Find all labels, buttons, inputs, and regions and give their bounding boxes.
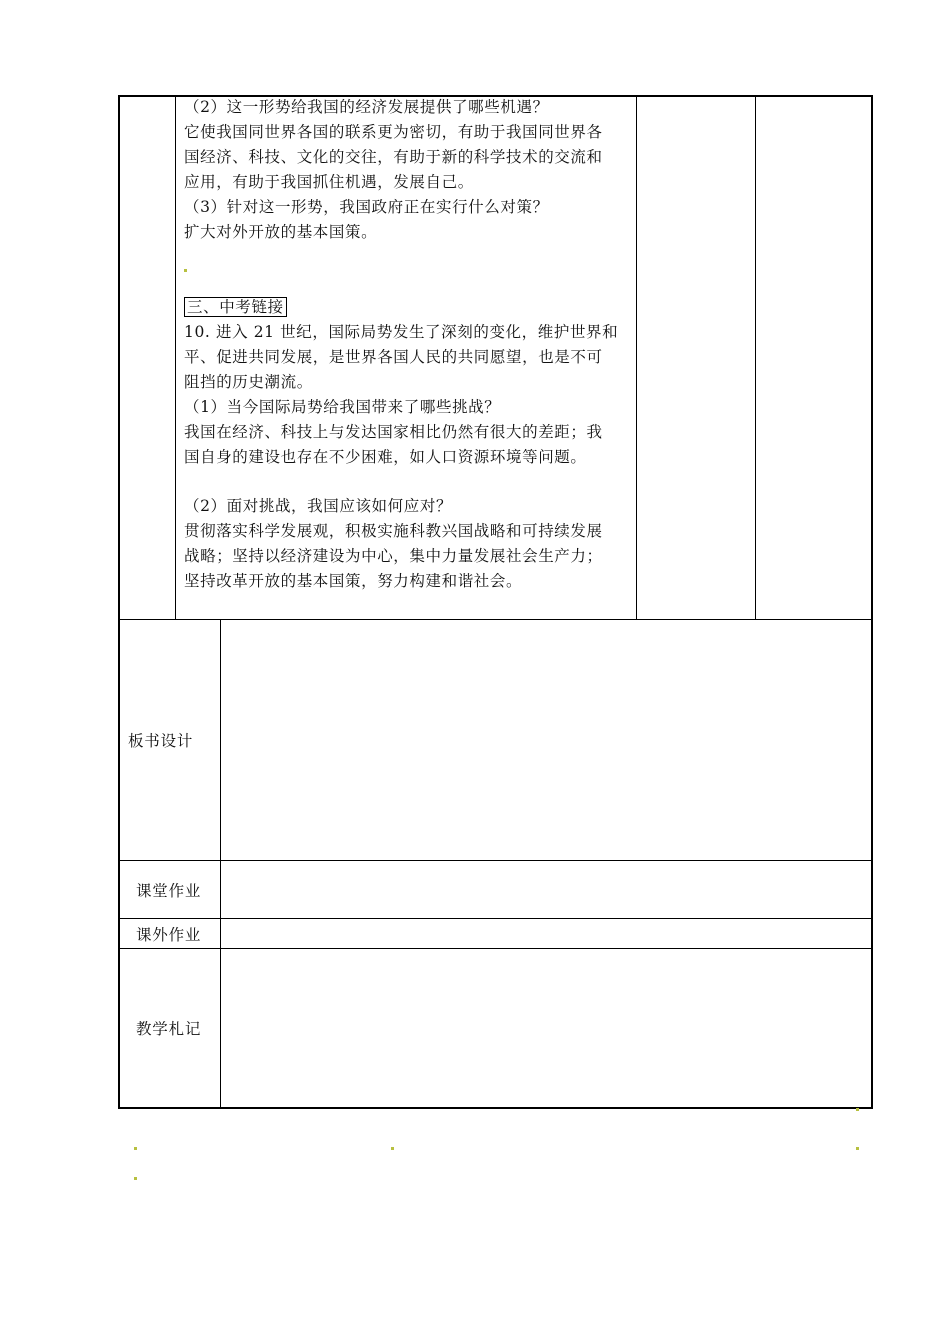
marker-dot [856, 1147, 859, 1150]
q10-2-answer-line-3: 坚持改革开放的基本国策，努力构建和谐社会。 [184, 572, 523, 590]
q10-1-title: （1）当今国际局势给我国带来了哪些挑战？ [184, 398, 501, 416]
marker-dot [391, 1147, 394, 1150]
marker-dot [134, 1177, 137, 1180]
row-divider-1 [118, 619, 873, 620]
marker-dot [184, 269, 187, 272]
q2-answer-line-2: 国经济、科技、文化的交往，有助于新的科学技术的交流和 [184, 148, 603, 166]
marker-dot [134, 1147, 137, 1150]
row-divider-3 [118, 918, 873, 919]
q10-line-1: 10. 进入 21 世纪，国际局势发生了深刻的变化，维护世界和 [184, 323, 619, 341]
q10-line-2: 平、促进共同发展，是世界各国人民的共同愿望，也是不可 [184, 348, 603, 366]
col-divider-1 [175, 95, 176, 620]
q10-1-answer-line-1: 我国在经济、科技上与发达国家相比仍然有很大的差距；我 [184, 423, 603, 441]
q3-title: （3）针对这一形势，我国政府正在实行什么对策？ [184, 198, 549, 216]
table-border-left [118, 95, 120, 1109]
row-divider-2 [118, 860, 873, 861]
class-homework-label: 课堂作业 [136, 882, 202, 900]
board-design-label: 板书设计 [128, 732, 194, 750]
col-divider-3 [755, 95, 756, 620]
q10-1-answer-line-2: 国自身的建设也存在不少困难，如人口资源环境等问题。 [184, 448, 587, 466]
marker-dot [856, 1108, 859, 1111]
table-border-right [871, 95, 873, 1109]
q3-answer: 扩大对外开放的基本国策。 [184, 223, 378, 241]
q10-line-3: 阻挡的历史潮流。 [184, 373, 313, 391]
teaching-notes-label: 教学札记 [136, 1020, 202, 1038]
q10-2-answer-line-1: 贯彻落实科学发展观，积极实施科教兴国战略和可持续发展 [184, 522, 603, 540]
q2-answer-line-1: 它使我国同世界各国的联系更为密切，有助于我国同世界各 [184, 123, 603, 141]
col-divider-2 [636, 95, 637, 620]
label-col-divider [220, 619, 221, 1109]
after-class-homework-label: 课外作业 [136, 926, 202, 944]
q2-answer-line-3: 应用，有助于我国抓住机遇，发展自己。 [184, 173, 474, 191]
q2-title: （2）这一形势给我国的经济发展提供了哪些机遇？ [184, 98, 549, 116]
row-divider-4 [118, 948, 873, 949]
section-heading-wrap [184, 295, 287, 320]
q10-2-answer-line-2: 战略；坚持以经济建设为中心，集中力量发展社会生产力； [184, 547, 603, 565]
table-border-bottom [118, 1107, 873, 1109]
section-heading: 三、中考链接 [184, 297, 287, 317]
q10-2-title: （2）面对挑战，我国应该如何应对？ [184, 497, 453, 515]
